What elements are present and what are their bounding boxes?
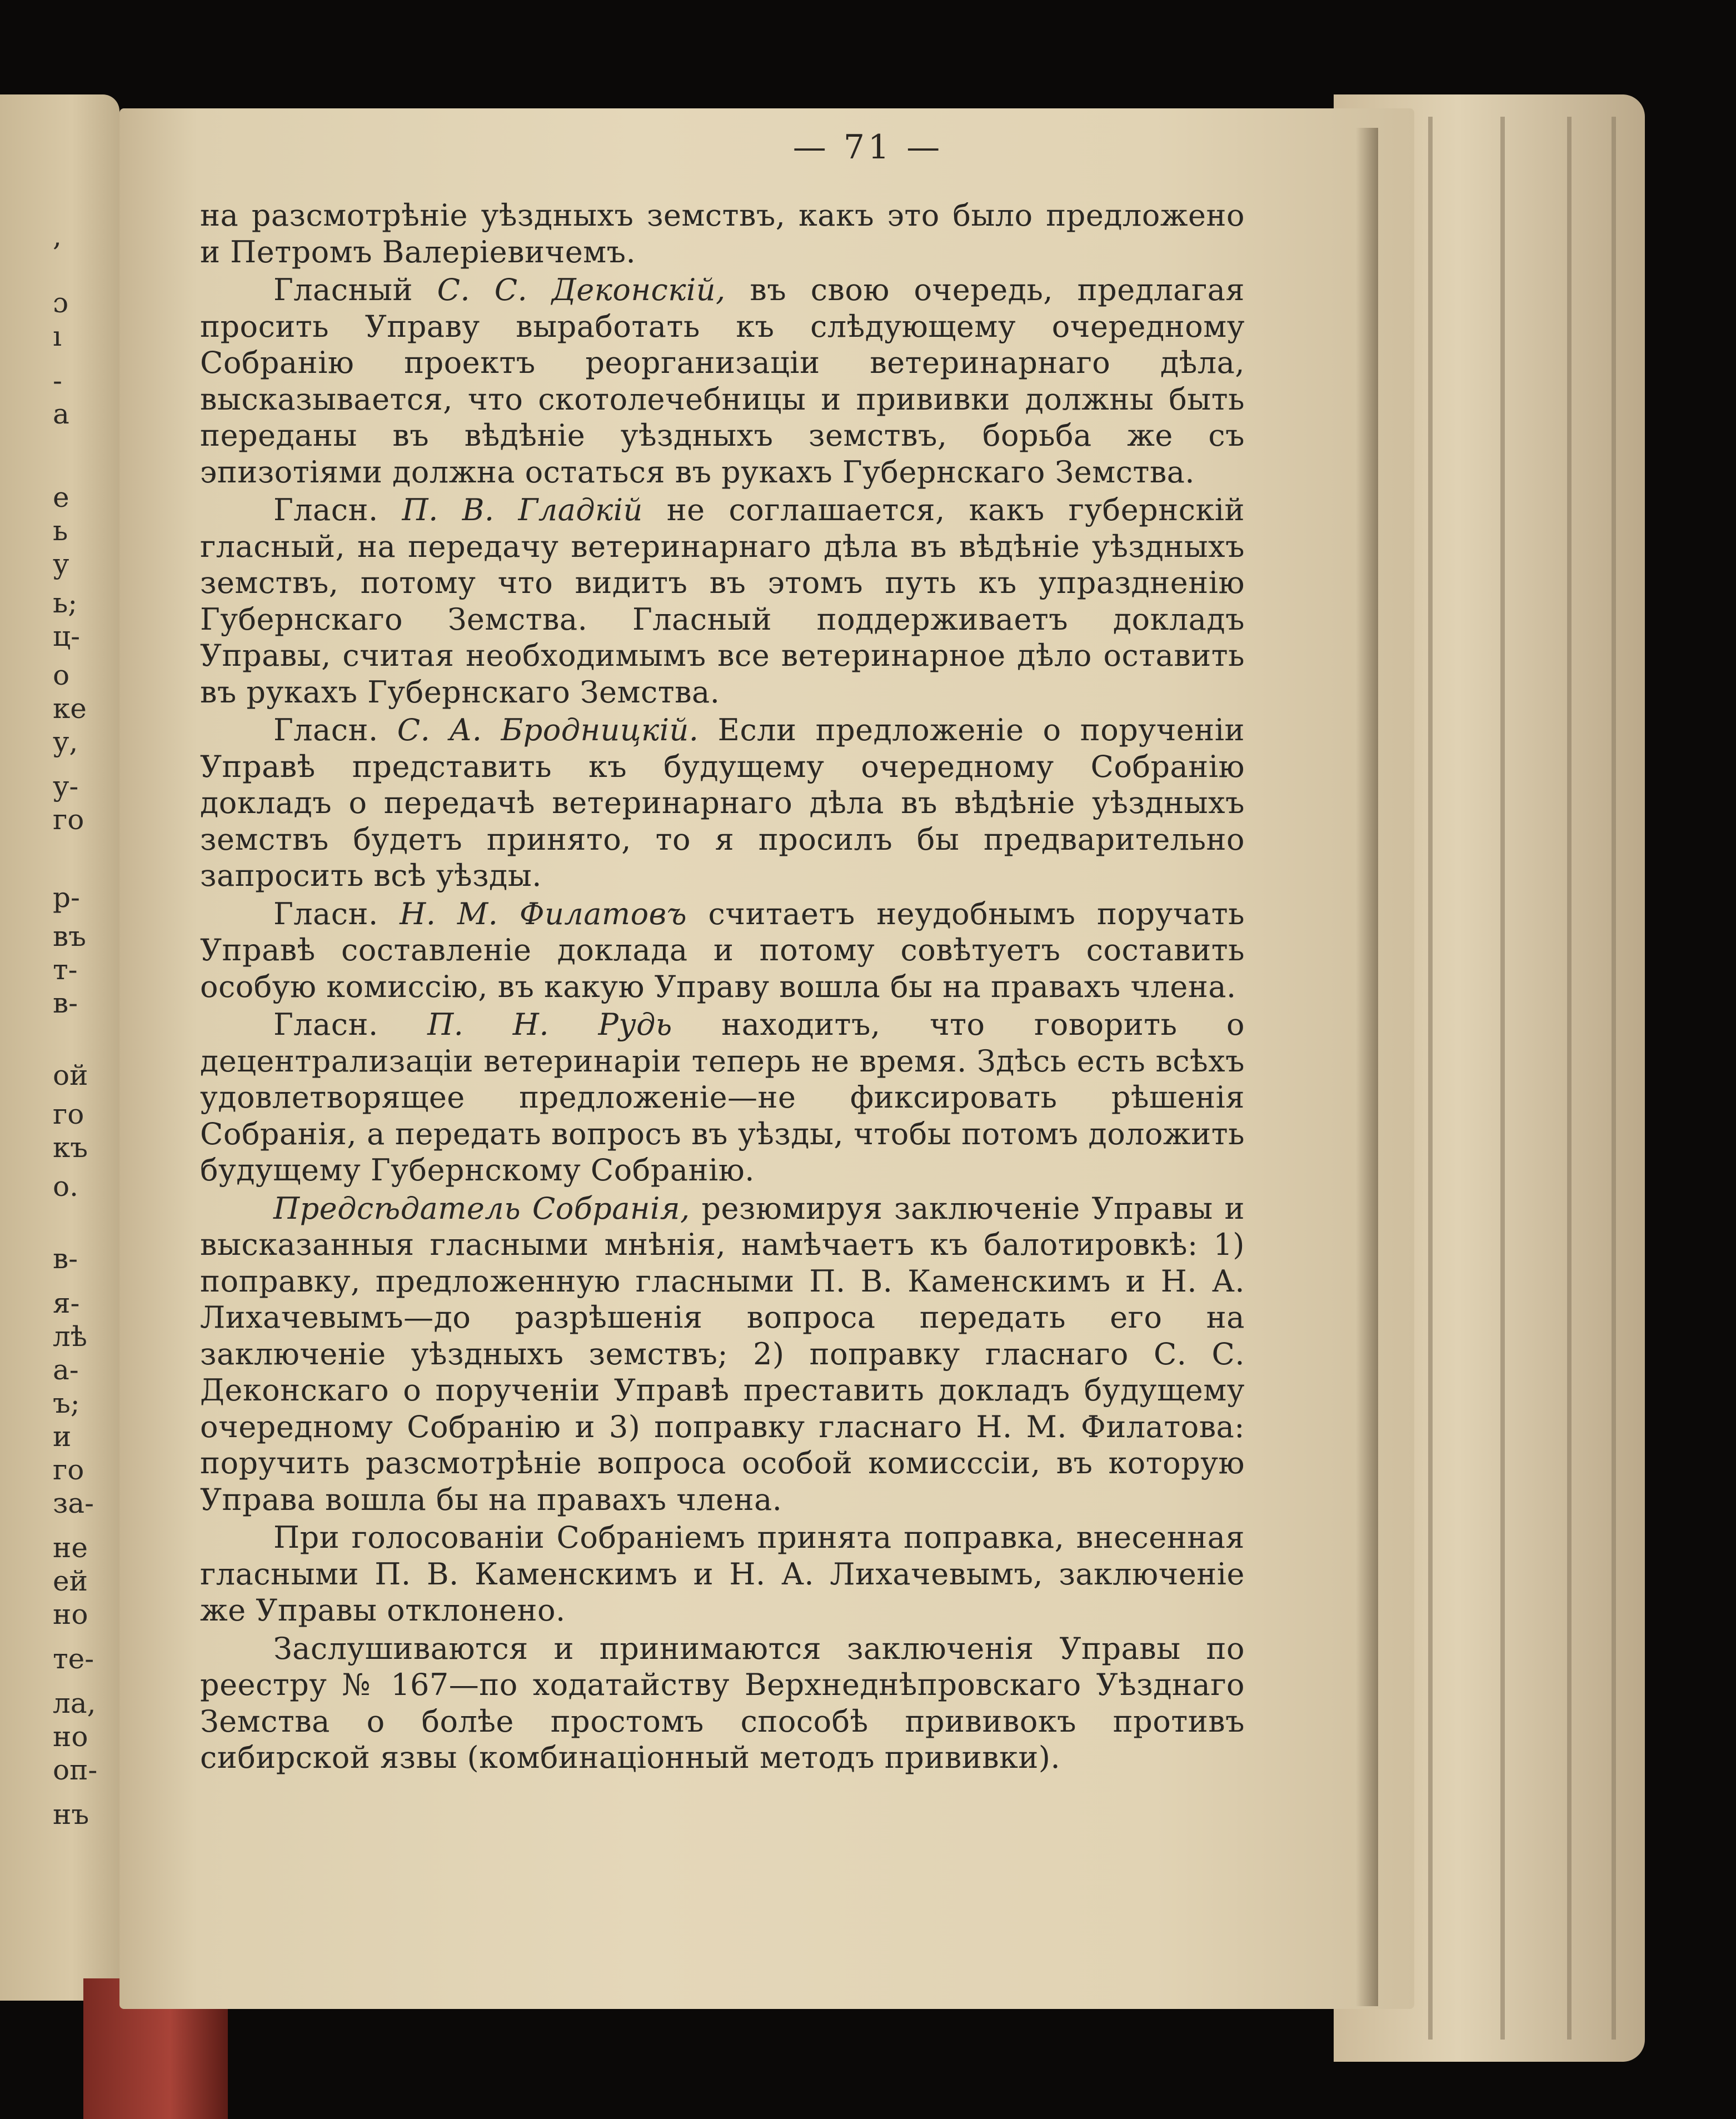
- paragraph-p7: [200, 1190, 1245, 1518]
- speaker-name: Предсѣдатель Собранія,: [273, 1190, 690, 1226]
- left-page-fragment: ц-: [53, 620, 81, 652]
- left-page-fragment: у-: [53, 770, 79, 802]
- paragraph-p5: [200, 896, 1245, 1005]
- paragraph-p6: [200, 1006, 1245, 1189]
- paragraph-text: При голосованіи Собраніемъ принята поправка, внесенная гласными П. В. Каменскимъ и Н. А. Лихачевымъ, заключеніе же Управы отклонено.: [200, 1520, 1245, 1628]
- left-page-fragment: ɔ: [53, 287, 69, 319]
- left-page-fragment: ке: [53, 692, 87, 725]
- left-page-fragment: я-: [53, 1287, 80, 1319]
- speaker-name: Н. М. Филатовъ: [400, 896, 687, 931]
- speaker-name: С. С. Деконскій,: [437, 272, 726, 307]
- speaker-name: П. Н. Рудь: [427, 1007, 672, 1042]
- paragraph-text: не соглашается, какъ губернскій гласный, на передачу ветеринарнаго дѣла въ вѣдѣніе уѣздныхъ земствъ, потому что видитъ въ этомъ путь къ упраздненію Губернскаго Земства. Гласный поддерживаетъ докладъ Управы, считая необходимымъ все ветеринарное дѣло оставить въ рукахъ Губернскаго Земства.: [200, 492, 1245, 710]
- paragraph-text: резюмируя заключеніе Управы и высказанныя гласными мнѣнія, намѣчаетъ къ балотировкѣ: 1) поправку, предложенную гласными П. В. Каменскимъ и Н. А. Лихачевымъ—до разрѣшенія вопроса передать его на заключеніе уѣздныхъ земствъ; 2) поправку гласнаго С. С. Деконскаго о порученіи Управѣ преставить докладъ будущему очередному Собранію и 3) поправку гласнаго Н. М. Филатова: поручить разсмотрѣніе вопроса особой комисссіи, въ которую Управа вошла бы на правахъ члена.: [200, 1190, 1245, 1517]
- speaker-name: С. А. Бродницкій.: [397, 712, 699, 747]
- paragraph-p1: [200, 197, 1245, 270]
- left-page-fragment: ой: [53, 1059, 88, 1091]
- paragraph-p8: [200, 1519, 1245, 1629]
- left-page-fragment: ı: [53, 320, 62, 352]
- paragraph-text: въ свою очередь, предлагая просить Управу выработать къ слѣдующему очередному Собранію проектъ реорганизаціи ветеринарнаго дѣла, высказывается, что скотолечебницы и прививки должны быть переданы въ вѣдѣніе уѣздныхъ земствъ, борьба же съ эпизотіями должна остаться въ рукахъ Губернскаго Земства.: [200, 272, 1245, 490]
- left-page-fragment: т-: [53, 954, 78, 986]
- left-page-fragment: но: [53, 1598, 88, 1631]
- left-page-fragment: нъ: [53, 1798, 89, 1831]
- left-page-fragment: ла,: [53, 1687, 96, 1719]
- left-page-fragment: те-: [53, 1643, 94, 1675]
- paragraph-text: считаетъ неудобнымъ поручать Управѣ составленіе доклада и потому совѣтуетъ составить особую комиссію, въ какую Управу вошла бы на правахъ члена.: [200, 896, 1245, 1004]
- paragraph-p9: [200, 1631, 1245, 1776]
- left-page-fragment: къ: [53, 1131, 88, 1164]
- left-page-fragment: о.: [53, 1170, 78, 1203]
- left-page-fragment: о: [53, 659, 70, 691]
- paragraph-text: Гласн.: [273, 896, 400, 931]
- paragraph-text: Гласный: [273, 272, 437, 307]
- left-page-fragment: ей: [53, 1565, 88, 1597]
- paragraph-text: Гласн.: [273, 1007, 428, 1042]
- left-page-fragment: не: [53, 1532, 88, 1564]
- paragraph-p4: [200, 712, 1245, 894]
- page-gutter-shadow: [1356, 128, 1378, 2006]
- left-page-fragment: у: [53, 548, 69, 580]
- paragraph-text: находитъ, что говорить о децентрализаціи ветеринаріи теперь не время. Здѣсь есть всѣхъ удовлетворящее предложеніе—не фиксировать рѣшенія Собранія, а передать вопросъ въ уѣзды, чтобы потомъ доложить будущему Губернскому Собранію.: [200, 1007, 1245, 1188]
- left-page-fragment: оп-: [53, 1754, 98, 1786]
- speaker-name: П. В. Гладкій: [402, 492, 643, 527]
- left-page-fragment: ,: [53, 220, 62, 252]
- left-page-fragment: в-: [53, 1243, 78, 1275]
- left-page-fragment: и: [53, 1420, 72, 1453]
- paragraph-p3: [200, 492, 1245, 710]
- left-page-fragment: р-: [53, 881, 80, 914]
- paragraph-text: Гласн.: [273, 712, 397, 747]
- left-page-fragment: но: [53, 1721, 88, 1753]
- left-page-fragment: в-: [53, 987, 78, 1019]
- left-page-fragment: го: [53, 804, 84, 836]
- left-page-fragment: а: [53, 398, 69, 430]
- left-page-fragment: лѣ: [53, 1320, 87, 1353]
- paragraph-p2: [200, 272, 1245, 490]
- left-page-fragment: ь;: [53, 587, 78, 619]
- left-page-fragment: го: [53, 1454, 84, 1486]
- left-page-fragment: у,: [53, 726, 78, 758]
- page-number: — 71 —: [792, 128, 944, 167]
- left-page-fragment: -: [53, 365, 62, 397]
- left-page-fragment: а-: [53, 1354, 79, 1386]
- paragraph-text: Гласн.: [273, 492, 402, 527]
- left-page-fragment: за-: [53, 1487, 94, 1519]
- paragraph-text: Если предложеніе о порученіи Управѣ представить къ будущему очередному Собранію докладъ о передачѣ ветеринарнаго дѣла въ вѣдѣніе уѣздныхъ земствъ будетъ принято, то я просилъ бы предварительно запросить всѣ уѣзды.: [200, 712, 1245, 893]
- left-page-fragment: е: [53, 481, 69, 513]
- left-page-fragment: въ: [53, 920, 86, 953]
- page-body: [200, 197, 1245, 1778]
- left-page-fragment: го: [53, 1098, 84, 1130]
- paragraph-text: Заслушиваются и принимаются заключенія Управы по реестру № 167—по ходатайству Верхнеднѣпровскаго Уѣзднаго Земства о болѣе простомъ способѣ прививокъ противъ сибирской язвы (комбинаціонный методъ прививки).: [200, 1631, 1245, 1775]
- left-page-fragment: ь: [53, 515, 68, 547]
- paragraph-text: на разсмотрѣніе уѣздныхъ земствъ, какъ это было предложено и Петромъ Валеріевичемъ.: [200, 198, 1245, 270]
- left-page-fragment: ъ;: [53, 1387, 80, 1419]
